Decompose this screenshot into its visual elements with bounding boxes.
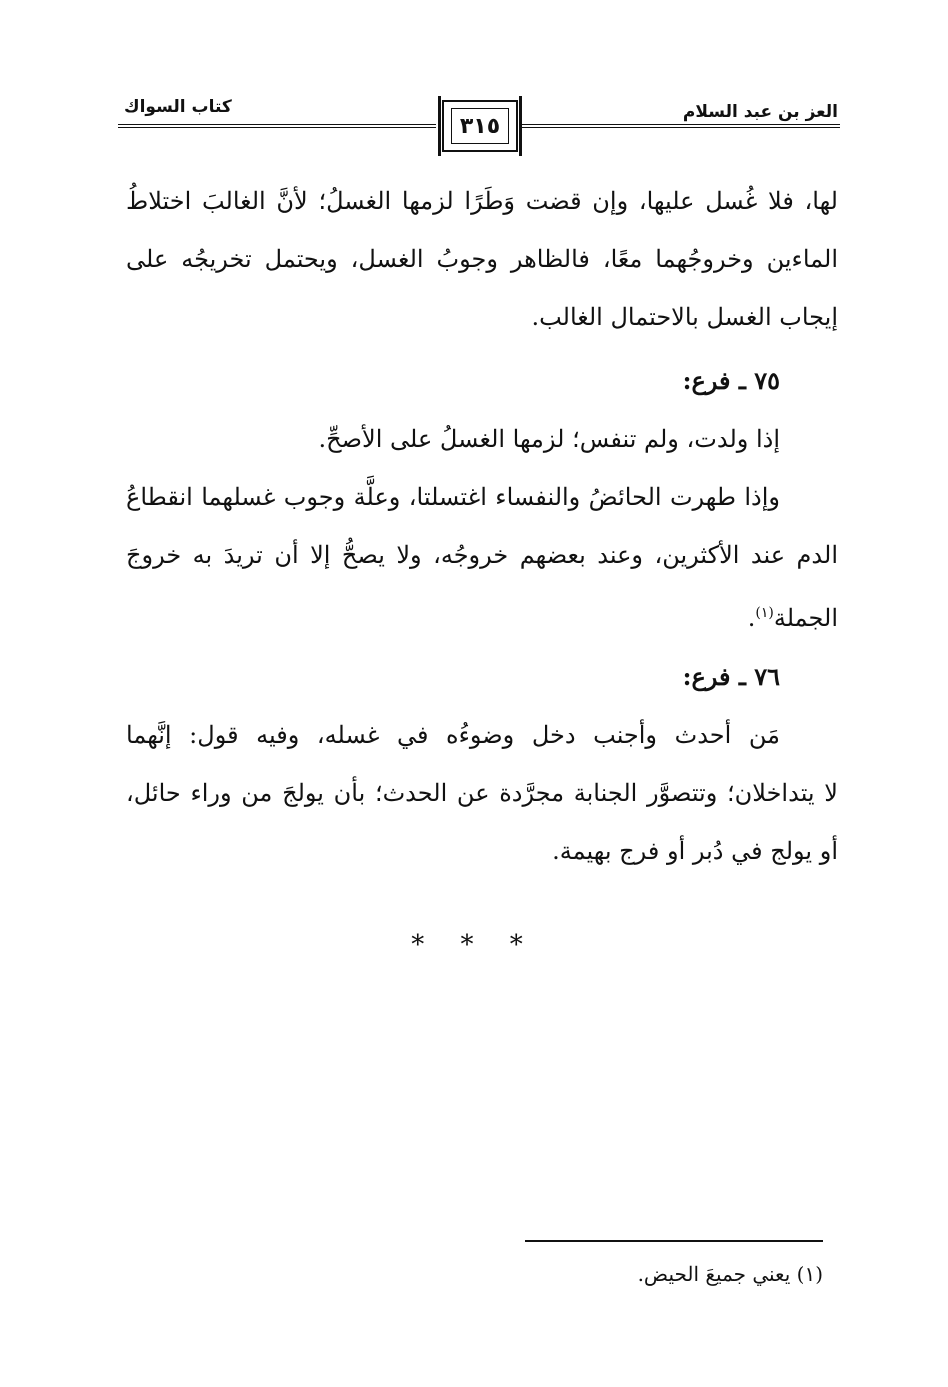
section-separator: * * * [411,930,537,960]
footnote-rule [525,1240,823,1242]
text-line: مَن أحدث وأجنب دخل وضوءُه في غسله، وفيه قول: إنَّهما [126,721,780,749]
header-author: العز بن عبد السلام [682,102,838,122]
footnote-text: (١) يعني جميعَ الحيض. [637,1262,823,1286]
text-line: لا يتداخلان؛ وتتصوَّر الجنابة مجرَّدة عن الحدث؛ بأن يولجَ من وراء حائل، [126,779,838,807]
footnote-marker: (١) [755,605,774,621]
section-heading-75: ٧٥ ـ فرع: [682,366,780,395]
text-line-with-footnote [126,584,838,642]
text-line: إيجاب الغسل بالاحتمال الغالب. [531,303,838,331]
text-line: أو يولج في دُبر أو فرج بهيمة. [552,837,838,865]
text-fragment: . [747,604,756,632]
page-number: ٣١٥ [451,108,509,144]
header-book-title: كتاب السواك [124,97,232,117]
text-line: لها، فلا غُسل عليها، وإن قضت وَطَرًا لزمها الغسلُ؛ لأنَّ الغالبَ اختلاطُ [126,187,838,215]
header-rule-left [118,124,436,128]
page-number-frame [442,100,518,152]
section-heading-76: ٧٦ ـ فرع: [682,662,780,691]
page-header [118,92,840,162]
text-line: الدم عند الأكثرين، وعند بعضهم خروجُه، ولا يصحُّ إلا أن تريدَ به خروجَ [126,541,838,569]
text-fragment: الجملة [773,604,838,632]
header-rule-right [522,124,840,128]
text-line: وإذا طهرت الحائضُ والنفساء اغتسلتا، وعلَّة وجوب غسلهما انقطاعُ [126,483,780,511]
text-line: الماءين وخروجُهما معًا، فالظاهر وجوبُ الغسل، ويحتمل تخريجُه على [126,245,838,273]
page-body [126,172,838,880]
text-line: إذا ولدت، ولم تنفس؛ لزمها الغسلُ على الأصحِّ. [318,425,780,453]
